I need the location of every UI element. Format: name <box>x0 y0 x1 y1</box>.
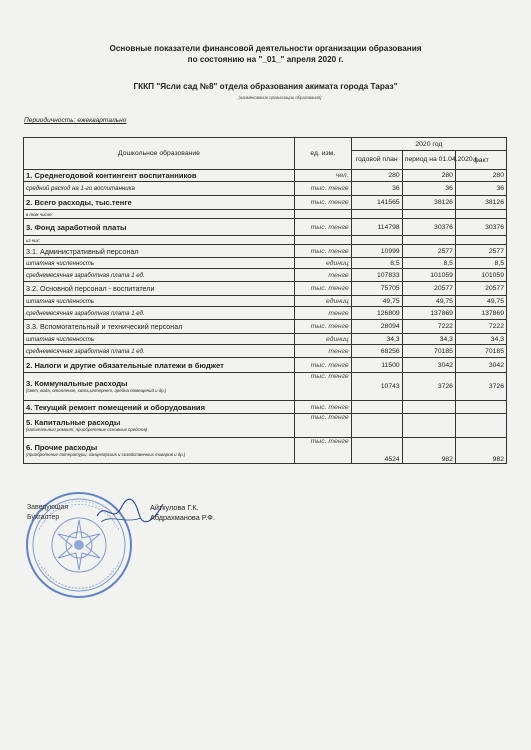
row-unit: тенге <box>294 269 351 282</box>
row-label: 2. Налоги и другие обязательные платежи в бюджет <box>24 358 295 373</box>
row-label <box>24 373 295 401</box>
row-period: 36 <box>402 182 455 196</box>
row-fact: 3042 <box>455 358 506 373</box>
table-row <box>24 414 507 438</box>
table-row <box>24 258 507 269</box>
row-plan: 11500 <box>351 358 402 373</box>
row-plan <box>351 236 402 245</box>
row-unit: чел. <box>294 170 351 182</box>
table-row <box>24 170 507 182</box>
table-row <box>24 334 507 345</box>
table-row <box>24 196 507 210</box>
row-label: 4. Текущий ремонт помещений и оборудования <box>24 401 295 414</box>
row-fact: 101059 <box>455 269 506 282</box>
director-name: Айткулова Г.К. <box>150 503 199 512</box>
row-label: 3.2. Основной персонал - воспитатели <box>24 282 295 296</box>
row-unit: тыс. тенге <box>294 245 351 258</box>
row-label: среднемесячная заработная плата 1 ед. <box>24 307 295 320</box>
row-fact <box>455 401 506 414</box>
table-row <box>24 373 507 401</box>
table-row <box>24 282 507 296</box>
row-label <box>24 438 295 464</box>
row-fact: 280 <box>455 170 506 182</box>
row-fact: 34,3 <box>455 334 506 345</box>
row-label: штатная численность <box>24 258 295 269</box>
row-plan: 10743 <box>351 373 402 401</box>
row-fact: 20577 <box>455 282 506 296</box>
row-label: среднемесячная заработная плата 1 ед. <box>24 345 295 358</box>
table-row <box>24 219 507 236</box>
row-fact <box>455 210 506 219</box>
row-unit <box>294 236 351 245</box>
row-plan: 49,75 <box>351 296 402 307</box>
row-unit: тенге <box>294 307 351 320</box>
periodicity-label: Периодичность: ежеквартально <box>24 117 127 124</box>
row-fact <box>455 414 506 438</box>
row-period <box>402 210 455 219</box>
document-title <box>0 43 531 65</box>
title-line-1: Основные показатели финансовой деятельности организации образования <box>109 44 422 53</box>
table-row <box>24 296 507 307</box>
director-role: Заведующая <box>27 504 69 511</box>
row-label: из них: <box>24 236 295 245</box>
row-period <box>402 414 455 438</box>
row-label: средний расход на 1-го воспитанника <box>24 182 295 196</box>
column-header-unit: ед. изм. <box>294 138 351 170</box>
row-period: 34,3 <box>402 334 455 345</box>
table-row <box>24 236 507 245</box>
table-row <box>24 320 507 334</box>
row-unit <box>294 210 351 219</box>
row-period: 2577 <box>402 245 455 258</box>
row-period: 280 <box>402 170 455 182</box>
row-period: 38126 <box>402 196 455 210</box>
row-period: 101059 <box>402 269 455 282</box>
row-period: 982 <box>402 438 455 464</box>
row-unit: тыс. тенге <box>294 320 351 334</box>
column-header-year: 2020 год <box>351 138 506 151</box>
row-fact: 8,5 <box>455 258 506 269</box>
row-plan: 68256 <box>351 345 402 358</box>
organization-caption: (наименование организации образования) <box>238 95 322 100</box>
row-unit: тыс. тенге <box>294 196 351 210</box>
organization-name: ГККП "Ясли сад №8" отдела образования акимата города Тараз" <box>133 82 398 91</box>
row-period: 70185 <box>402 345 455 358</box>
row-label: 2. Всего расходы, тыс.тенге <box>24 196 295 210</box>
row-unit: тыс. тенге <box>294 358 351 373</box>
row-unit: тенге <box>294 345 351 358</box>
row-title: 3. Коммунальные расходы <box>26 378 128 388</box>
column-header-plan: годовой план <box>351 151 402 170</box>
row-period: 20577 <box>402 282 455 296</box>
table-row <box>24 401 507 414</box>
signature-roles <box>27 503 68 523</box>
row-period <box>402 236 455 245</box>
row-period: 49,75 <box>402 296 455 307</box>
row-fact: 137869 <box>455 307 506 320</box>
row-title: 5. Капитальные расходы <box>26 417 121 427</box>
row-unit: тыс. тенге <box>294 438 351 464</box>
table-row <box>24 345 507 358</box>
row-plan: 8,5 <box>351 258 402 269</box>
row-fact: 982 <box>455 438 506 464</box>
row-title: 6. Прочие расходы <box>26 442 98 452</box>
row-unit: единиц <box>294 258 351 269</box>
row-unit: единиц <box>294 296 351 307</box>
row-fact: 70185 <box>455 345 506 358</box>
row-label: штатная численность <box>24 334 295 345</box>
row-label: 3.3. Вспомогательный и технический персонал <box>24 320 295 334</box>
row-period: 137869 <box>402 307 455 320</box>
row-plan: 114798 <box>351 219 402 236</box>
row-fact: 49,75 <box>455 296 506 307</box>
table-row <box>24 358 507 373</box>
row-unit: тыс. тенге <box>294 182 351 196</box>
row-label: штатная численность <box>24 296 295 307</box>
row-label <box>24 414 295 438</box>
column-header-fact: факт <box>455 151 506 170</box>
row-fact: 30376 <box>455 219 506 236</box>
row-note: (капитальный ремонт, приобретение основных средств) <box>26 426 148 432</box>
row-fact: 36 <box>455 182 506 196</box>
row-unit: тыс. тенге <box>294 282 351 296</box>
table-row <box>24 307 507 320</box>
accountant-role: Бухгалтер <box>27 514 60 521</box>
row-plan: 10999 <box>351 245 402 258</box>
row-plan: 4524 <box>351 438 402 464</box>
row-plan: 280 <box>351 170 402 182</box>
row-unit: тыс. тенге <box>294 401 351 414</box>
row-plan <box>351 401 402 414</box>
row-label: 3. Фонд заработной платы <box>24 219 295 236</box>
table-row <box>24 438 507 464</box>
row-unit: тыс. тенге <box>294 414 351 438</box>
column-header-period: период на 01.04.2020 г. <box>402 151 455 170</box>
title-line-2: по состоянию на "_01_" апреля 2020 г. <box>187 55 344 64</box>
row-plan <box>351 414 402 438</box>
table-row <box>24 269 507 282</box>
row-unit: единиц <box>294 334 351 345</box>
table-row <box>24 245 507 258</box>
row-period: 3042 <box>402 358 455 373</box>
accountant-name: Абдрахманова Р.Ф. <box>150 513 215 522</box>
row-period: 7222 <box>402 320 455 334</box>
row-period: 3726 <box>402 373 455 401</box>
row-plan: 141565 <box>351 196 402 210</box>
row-plan: 107833 <box>351 269 402 282</box>
row-fact <box>455 236 506 245</box>
row-period <box>402 401 455 414</box>
row-period: 8,5 <box>402 258 455 269</box>
row-plan <box>351 210 402 219</box>
row-label: 1. Среднегодовой контингент воспитанников <box>24 170 295 182</box>
row-fact: 38126 <box>455 196 506 210</box>
table-row <box>24 182 507 196</box>
row-fact: 7222 <box>455 320 506 334</box>
row-fact: 3726 <box>455 373 506 401</box>
row-label: 3.1. Административный персонал <box>24 245 295 258</box>
row-label: в том числе: <box>24 210 295 219</box>
row-unit: тыс. тенге <box>294 373 351 401</box>
row-plan: 28094 <box>351 320 402 334</box>
row-unit: тыс. тенге <box>294 219 351 236</box>
signature-names <box>150 503 215 523</box>
row-note: (свет, вода, отопление, связь,интернет, аредна помещений и др.) <box>26 387 167 393</box>
column-header-name: Дошкольное образование <box>24 138 295 170</box>
row-note: (приобретение литературы, канцелярских и хозяйственных товаров и др.) <box>26 451 186 457</box>
row-plan: 75705 <box>351 282 402 296</box>
table-row <box>24 210 507 219</box>
row-plan: 36 <box>351 182 402 196</box>
row-period: 30376 <box>402 219 455 236</box>
financial-indicators-table <box>23 137 507 464</box>
row-label: среднемесячная заработная плата 1 ед. <box>24 269 295 282</box>
row-plan: 126809 <box>351 307 402 320</box>
row-plan: 34,3 <box>351 334 402 345</box>
row-fact: 2577 <box>455 245 506 258</box>
